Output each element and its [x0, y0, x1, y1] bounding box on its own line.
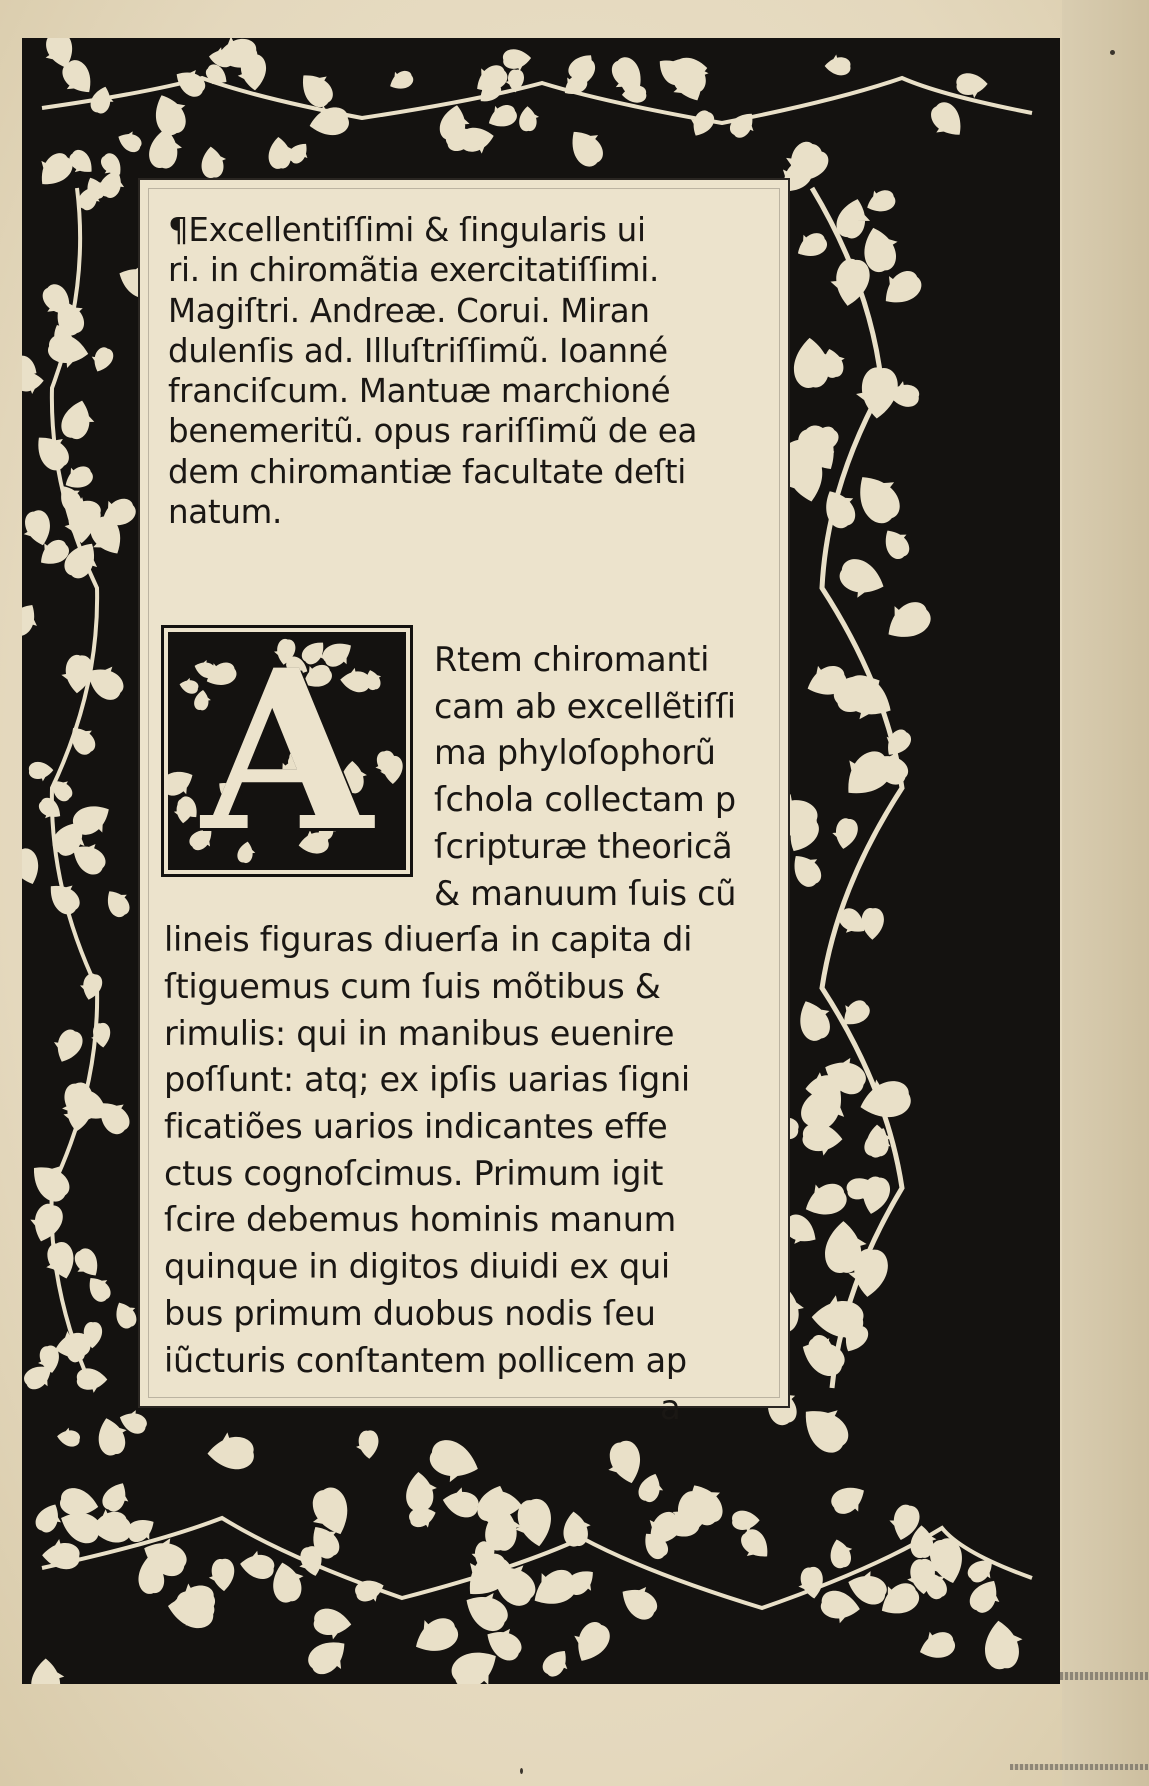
body-text: [164, 637, 774, 1384]
heading-line: dulenſis ad. Illuſtriſſimũ. Ioanné: [168, 331, 668, 370]
paragraph-mark-icon: ¶: [168, 211, 189, 249]
body-line: ſcire debemus hominis manum: [164, 1200, 677, 1240]
initial-letter: A: [201, 621, 373, 880]
heading-line: dem chiromantiæ facultate deſti: [168, 452, 686, 491]
body-line: lineis figuras diuerſa in capita di: [164, 920, 693, 960]
body-line: Rtem chiromanti: [434, 640, 710, 679]
body-line: poſſunt: atq; ex ipſis uarias ſigni: [164, 1060, 690, 1100]
body-line: rimulis: qui in manibus euenire: [164, 1013, 675, 1053]
heading-line: ¶Excellentiſſimi & ſingularis ui: [168, 211, 646, 249]
body-line: cam ab excellẽtiſſi: [434, 686, 736, 726]
body-line: iũcturis conſtantem pollicem ap: [164, 1340, 687, 1380]
ink-speck: [520, 1768, 523, 1774]
body-line: bus primum duobus nodis ſeu: [164, 1293, 656, 1333]
body-line: quinque in digitos diuidi ex qui: [164, 1247, 670, 1287]
heading-line: ri. in chiromãtia exercitatiſſimi.: [168, 251, 659, 290]
heading-line: franciſcum. Mantuæ marchioné: [168, 372, 671, 411]
heading-line: benemeritũ. opus rariſſimũ de ea: [168, 412, 698, 451]
body-line: ſchola collectam p: [434, 780, 736, 820]
body-line: & manuum ſuis cũ: [434, 873, 737, 913]
body-line: ficatiões uarios indicantes effe: [164, 1107, 668, 1147]
adjacent-page-strip: [1062, 0, 1149, 1786]
body-line: ctus cognoſcimus. Primum igit: [164, 1153, 664, 1193]
heading-line: natum.: [168, 493, 283, 532]
body-line: ma phyloſophorũ: [434, 733, 716, 773]
body-line: ſtiguemus cum ſuis mõtibus &: [164, 966, 661, 1006]
signature-mark: a: [660, 1388, 681, 1428]
page-edge-lines-bottom: [1010, 1764, 1149, 1770]
heading-line: Magiſtri. Andreæ. Corui. Miran: [168, 291, 650, 330]
body-line: ſcripturæ theoricã: [434, 826, 733, 866]
title-heading: [168, 210, 778, 532]
ink-speck: [1110, 50, 1115, 55]
